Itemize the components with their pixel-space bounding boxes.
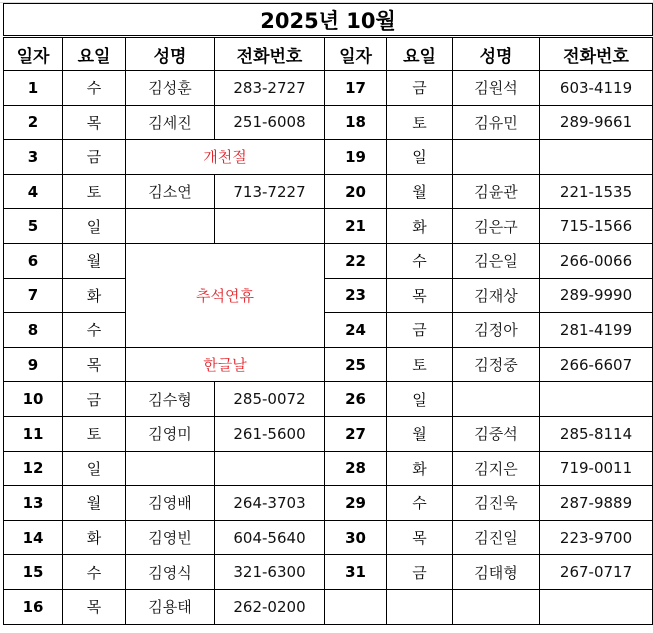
phone-cell[interactable]: 223-9700 — [540, 520, 653, 555]
phone-cell[interactable]: 719-0011 — [540, 451, 653, 486]
weekday-cell[interactable]: 금 — [387, 313, 453, 348]
phone-cell[interactable]: 281-4199 — [540, 313, 653, 348]
phone-cell[interactable] — [540, 589, 653, 624]
table-row — [4, 313, 653, 348]
name-cell[interactable] — [453, 589, 540, 624]
day-cell[interactable]: 30 — [325, 520, 387, 555]
day-cell[interactable]: 4 — [4, 174, 63, 209]
name-cell[interactable]: 김성훈 — [126, 71, 215, 106]
day-cell[interactable]: 18 — [325, 105, 387, 140]
weekday-cell[interactable]: 일 — [63, 209, 126, 244]
weekday-cell[interactable]: 수 — [63, 555, 126, 590]
weekday-cell[interactable]: 월 — [63, 243, 126, 278]
table-row — [4, 209, 653, 244]
day-cell[interactable]: 19 — [325, 140, 387, 175]
table-row — [4, 589, 653, 624]
day-cell[interactable]: 27 — [325, 416, 387, 451]
table-row — [4, 347, 653, 382]
day-cell[interactable]: 8 — [4, 313, 63, 348]
duty-schedule-table — [3, 3, 653, 625]
phone-cell[interactable]: 283-2727 — [215, 71, 325, 106]
day-cell[interactable]: 11 — [4, 416, 63, 451]
day-cell[interactable]: 14 — [4, 520, 63, 555]
day-cell[interactable]: 6 — [4, 243, 63, 278]
phone-cell[interactable]: 262-0200 — [215, 589, 325, 624]
phone-cell[interactable] — [540, 382, 653, 417]
name-cell[interactable]: 김정중 — [453, 347, 540, 382]
weekday-cell[interactable]: 토 — [387, 105, 453, 140]
weekday-cell[interactable]: 화 — [387, 209, 453, 244]
phone-cell[interactable]: 221-1535 — [540, 174, 653, 209]
phone-cell[interactable]: 266-0066 — [540, 243, 653, 278]
header-name-left[interactable]: 성명 — [126, 37, 215, 71]
weekday-cell[interactable]: 일 — [63, 451, 126, 486]
header-row — [4, 37, 653, 71]
header-name-right[interactable]: 성명 — [453, 37, 540, 71]
phone-cell[interactable]: 287-9889 — [540, 486, 653, 521]
name-cell[interactable]: 김영빈 — [126, 520, 215, 555]
weekday-cell[interactable]: 목 — [63, 105, 126, 140]
day-cell[interactable]: 2 — [4, 105, 63, 140]
day-cell[interactable]: 10 — [4, 382, 63, 417]
weekday-cell[interactable]: 목 — [387, 278, 453, 313]
day-cell[interactable] — [325, 589, 387, 624]
table-row — [4, 174, 653, 209]
header-phone-left[interactable]: 전화번호 — [215, 37, 325, 71]
day-cell[interactable]: 9 — [4, 347, 63, 382]
weekday-cell[interactable]: 금 — [387, 555, 453, 590]
phone-cell[interactable]: 321-6300 — [215, 555, 325, 590]
weekday-cell[interactable]: 목 — [63, 347, 126, 382]
header-day-right[interactable]: 일자 — [325, 37, 387, 71]
day-cell[interactable]: 24 — [325, 313, 387, 348]
weekday-cell[interactable]: 금 — [63, 382, 126, 417]
table-row — [4, 105, 653, 140]
table-row — [4, 451, 653, 486]
phone-cell[interactable] — [215, 209, 325, 244]
name-cell[interactable] — [453, 140, 540, 175]
weekday-cell[interactable]: 목 — [387, 520, 453, 555]
table-row — [4, 278, 653, 313]
name-cell[interactable]: 김영미 — [126, 416, 215, 451]
day-cell[interactable]: 3 — [4, 140, 63, 175]
header-phone-right[interactable]: 전화번호 — [540, 37, 653, 71]
day-cell[interactable]: 7 — [4, 278, 63, 313]
phone-cell[interactable]: 289-9661 — [540, 105, 653, 140]
name-cell[interactable]: 김수형 — [126, 382, 215, 417]
day-cell[interactable]: 1 — [4, 71, 63, 106]
weekday-cell[interactable]: 화 — [63, 520, 126, 555]
weekday-cell[interactable]: 일 — [387, 140, 453, 175]
weekday-cell[interactable]: 수 — [63, 71, 126, 106]
title-row — [4, 4, 653, 37]
name-cell[interactable]: 김유민 — [453, 105, 540, 140]
phone-cell[interactable]: 264-3703 — [215, 486, 325, 521]
table-row — [4, 243, 653, 278]
table-row — [4, 486, 653, 521]
day-cell[interactable]: 5 — [4, 209, 63, 244]
day-cell[interactable]: 15 — [4, 555, 63, 590]
phone-cell[interactable]: 261-5600 — [215, 416, 325, 451]
weekday-cell[interactable]: 목 — [63, 589, 126, 624]
phone-cell[interactable]: 604-5640 — [215, 520, 325, 555]
phone-cell[interactable]: 251-6008 — [215, 105, 325, 140]
day-cell[interactable]: 25 — [325, 347, 387, 382]
day-cell[interactable]: 23 — [325, 278, 387, 313]
weekday-cell[interactable]: 일 — [387, 382, 453, 417]
name-cell[interactable]: 김은구 — [453, 209, 540, 244]
holiday-cell[interactable]: 개천절 — [126, 140, 325, 175]
day-cell[interactable]: 13 — [4, 486, 63, 521]
day-cell[interactable]: 17 — [325, 71, 387, 106]
table-row — [4, 520, 653, 555]
weekday-cell[interactable]: 금 — [63, 140, 126, 175]
phone-cell[interactable]: 285-8114 — [540, 416, 653, 451]
phone-cell[interactable] — [215, 451, 325, 486]
day-cell[interactable]: 22 — [325, 243, 387, 278]
table-row — [4, 71, 653, 106]
name-cell[interactable]: 김재상 — [453, 278, 540, 313]
weekday-cell[interactable]: 수 — [387, 243, 453, 278]
holiday-cell[interactable]: 한글날 — [126, 347, 325, 382]
day-cell[interactable]: 31 — [325, 555, 387, 590]
day-cell[interactable]: 28 — [325, 451, 387, 486]
name-cell[interactable]: 김지은 — [453, 451, 540, 486]
name-cell[interactable]: 김용태 — [126, 589, 215, 624]
name-cell[interactable] — [453, 382, 540, 417]
name-cell[interactable]: 김영배 — [126, 486, 215, 521]
weekday-cell[interactable]: 월 — [63, 486, 126, 521]
weekday-cell[interactable]: 토 — [387, 347, 453, 382]
phone-cell[interactable]: 267-0717 — [540, 555, 653, 590]
name-cell[interactable]: 김진일 — [453, 520, 540, 555]
phone-cell[interactable]: 713-7227 — [215, 174, 325, 209]
day-cell[interactable]: 12 — [4, 451, 63, 486]
day-cell[interactable]: 21 — [325, 209, 387, 244]
name-cell[interactable]: 김영식 — [126, 555, 215, 590]
name-cell[interactable]: 김정아 — [453, 313, 540, 348]
name-cell[interactable]: 김세진 — [126, 105, 215, 140]
weekday-cell[interactable]: 금 — [387, 71, 453, 106]
name-cell[interactable]: 김윤관 — [453, 174, 540, 209]
header-weekday-right[interactable]: 요일 — [387, 37, 453, 71]
header-day-left[interactable]: 일자 — [4, 37, 63, 71]
name-cell[interactable]: 김중석 — [453, 416, 540, 451]
weekday-cell[interactable]: 화 — [63, 278, 126, 313]
day-cell[interactable]: 26 — [325, 382, 387, 417]
holiday-cell[interactable]: 추석연휴 — [126, 243, 325, 347]
weekday-cell[interactable]: 수 — [387, 486, 453, 521]
weekday-cell[interactable] — [387, 589, 453, 624]
weekday-cell[interactable]: 월 — [387, 416, 453, 451]
weekday-cell[interactable]: 토 — [63, 174, 126, 209]
phone-cell[interactable]: 266-6607 — [540, 347, 653, 382]
header-weekday-left[interactable]: 요일 — [63, 37, 126, 71]
name-cell[interactable]: 김원석 — [453, 71, 540, 106]
day-cell[interactable]: 16 — [4, 589, 63, 624]
weekday-cell[interactable]: 수 — [63, 313, 126, 348]
phone-cell[interactable]: 603-4119 — [540, 71, 653, 106]
name-cell[interactable] — [126, 209, 215, 244]
table-row — [4, 382, 653, 417]
weekday-cell[interactable]: 월 — [387, 174, 453, 209]
phone-cell[interactable]: 289-9990 — [540, 278, 653, 313]
name-cell[interactable] — [126, 451, 215, 486]
name-cell[interactable]: 김소연 — [126, 174, 215, 209]
phone-cell[interactable]: 285-0072 — [215, 382, 325, 417]
table-row — [4, 140, 653, 175]
table-row — [4, 416, 653, 451]
name-cell[interactable]: 김은일 — [453, 243, 540, 278]
phone-cell[interactable] — [540, 140, 653, 175]
name-cell[interactable]: 김진욱 — [453, 486, 540, 521]
weekday-cell[interactable]: 화 — [387, 451, 453, 486]
weekday-cell[interactable]: 토 — [63, 416, 126, 451]
day-cell[interactable]: 29 — [325, 486, 387, 521]
page-title[interactable]: 2025년 10월 — [4, 4, 653, 37]
phone-cell[interactable]: 715-1566 — [540, 209, 653, 244]
day-cell[interactable]: 20 — [325, 174, 387, 209]
name-cell[interactable]: 김태형 — [453, 555, 540, 590]
table-row — [4, 555, 653, 590]
